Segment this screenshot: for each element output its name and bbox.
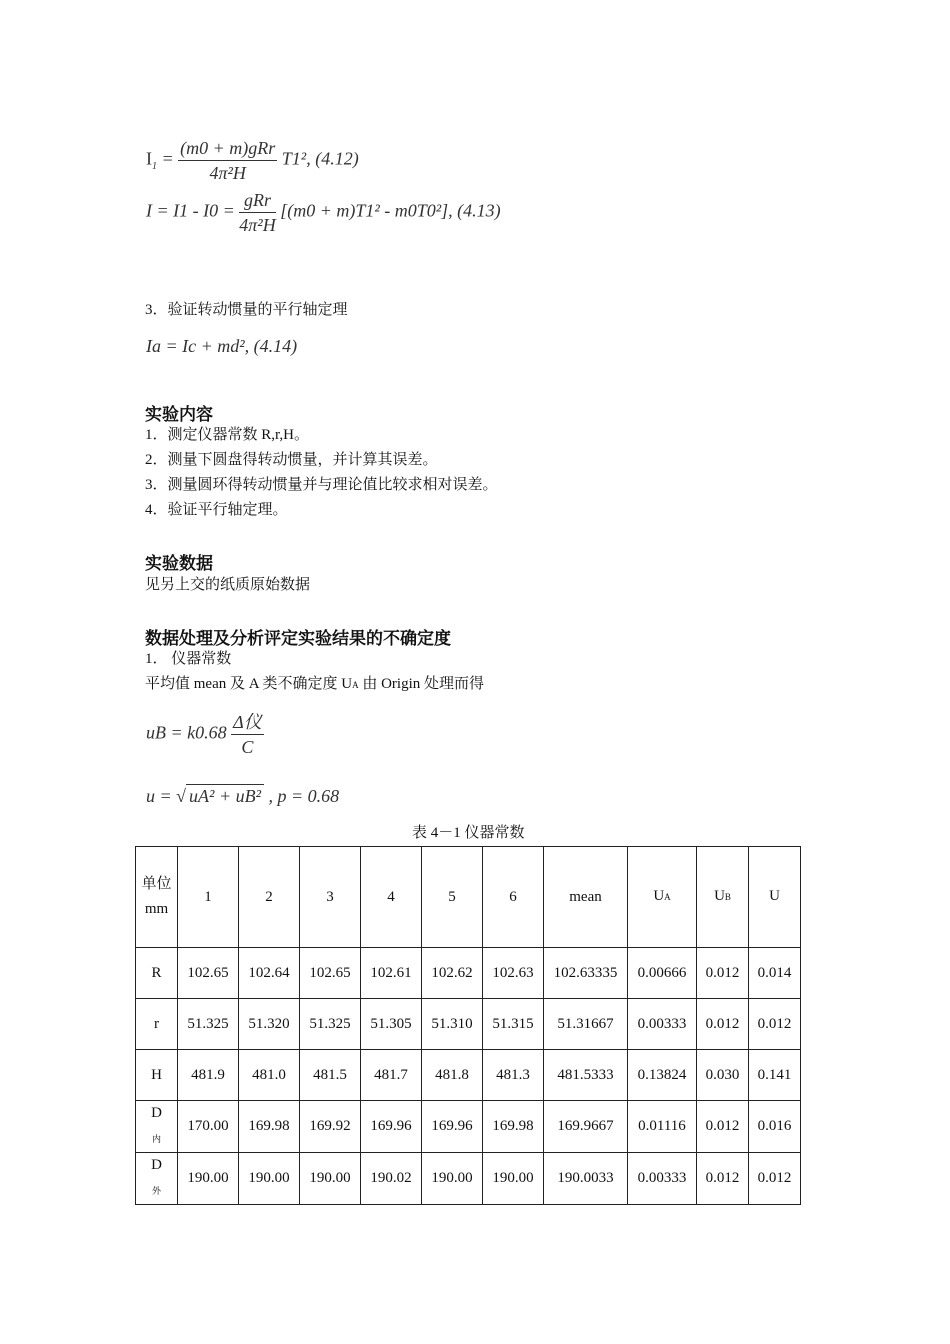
table-cell: 0.141 <box>749 1050 801 1101</box>
table-cell: 0.00333 <box>628 999 697 1050</box>
table-cell: 0.012 <box>697 948 749 999</box>
table-header-row <box>136 847 801 948</box>
row-label-sub: 内 <box>151 1134 161 1144</box>
eq-uB-lhs: uB = k0.68 <box>146 722 227 743</box>
eq-uB-denominator: C <box>241 737 254 757</box>
table-cell: 170.00 <box>178 1101 239 1153</box>
table-cell: 51.31667 <box>544 999 628 1050</box>
header-cell: 4 <box>361 847 422 948</box>
eq-u-lhs: u = <box>146 786 172 806</box>
equation-u <box>146 784 339 807</box>
table-cell: 51.325 <box>178 999 239 1050</box>
contents-item-1: 1．测定仪器常数 R,r,H。 <box>145 427 309 443</box>
row-label-cell <box>136 1101 178 1153</box>
data-heading: 实验数据 <box>145 554 213 574</box>
table-cell: 0.016 <box>749 1101 801 1153</box>
header-cell: 1 <box>178 847 239 948</box>
uncertainty-header-main: U <box>769 888 780 904</box>
equation-4-12: $I_1$ = $\frac{\text{(m0 + m)gRr}}{\text{4π²H}}$ T1², (4.12) <box>146 138 359 183</box>
table-cell: 481.5 <box>300 1050 361 1101</box>
uncertainty-header-cell <box>697 847 749 948</box>
table-cell: 0.00333 <box>628 1153 697 1205</box>
header-cell: 3 <box>300 847 361 948</box>
table-cell: 169.92 <box>300 1101 361 1153</box>
table-row <box>136 1101 801 1153</box>
table-cell: 102.64 <box>239 948 300 999</box>
table-cell: 481.5333 <box>544 1050 628 1101</box>
table-cell: 51.310 <box>422 999 483 1050</box>
table-cell: 481.9 <box>178 1050 239 1101</box>
row-label-cell <box>136 948 178 999</box>
table-cell: 51.315 <box>483 999 544 1050</box>
table-cell: 0.014 <box>749 948 801 999</box>
table-cell: 169.96 <box>422 1101 483 1153</box>
row-label: D <box>151 1105 162 1121</box>
contents-item-3: 3．测量圆环得转动惯量并与理论值比较求相对误差。 <box>145 477 498 493</box>
table-cell: 102.63335 <box>544 948 628 999</box>
table-cell: 190.02 <box>361 1153 422 1205</box>
uncertainty-header-cell <box>749 847 801 948</box>
header-cell: 6 <box>483 847 544 948</box>
data-text: 见另上交的纸质原始数据 <box>145 577 311 593</box>
eq-u-radicand: uA² + uB² <box>186 784 264 807</box>
uncertainty-header-sub: B <box>724 892 731 902</box>
row-label-cell <box>136 1050 178 1101</box>
eq-uB-numerator: Δ仪 <box>231 710 264 735</box>
table-cell: 0.012 <box>697 999 749 1050</box>
table-cell: 51.305 <box>361 999 422 1050</box>
row-label: r <box>154 1015 159 1032</box>
table-cell: 0.13824 <box>628 1050 697 1101</box>
equation-4-14: Ia = Ic + md², (4.14) <box>146 336 298 356</box>
contents-item-2: 2．测量下圆盘得转动惯量，并计算其误差。 <box>145 452 438 468</box>
table-row <box>136 1153 801 1205</box>
table-cell: 102.61 <box>361 948 422 999</box>
unit-header-cell: 单位mm <box>136 847 178 948</box>
eq-4-12-numerator: (m0 + m)gRr <box>178 136 277 161</box>
row-label-cell <box>136 999 178 1050</box>
eq-4-13-numerator: gRr <box>239 188 275 213</box>
instrument-constants-table <box>135 846 801 1205</box>
table-cell: 51.325 <box>300 999 361 1050</box>
row-label: R <box>151 964 162 981</box>
eq-4-13-lhs: I = I1 - I0 = <box>146 200 235 221</box>
table-cell: 0.012 <box>697 1101 749 1153</box>
table-cell: 0.012 <box>749 999 801 1050</box>
row-label: D <box>151 1157 162 1173</box>
table-cell: 190.0033 <box>544 1153 628 1205</box>
table-row <box>136 948 801 999</box>
header-cell: 5 <box>422 847 483 948</box>
uncertainty-header-main: U <box>653 888 665 904</box>
table-cell: 0.01116 <box>628 1101 697 1153</box>
eq-4-13-denominator: 4π²H <box>239 215 276 235</box>
eq-4-12-denominator: 4π²H <box>209 163 246 183</box>
table-cell: 481.7 <box>361 1050 422 1101</box>
row-label: H <box>151 1066 162 1083</box>
table-cell: 0.030 <box>697 1050 749 1101</box>
header-cell: 2 <box>239 847 300 948</box>
table-cell: 51.320 <box>239 999 300 1050</box>
sqrt-icon: √ <box>176 786 187 806</box>
table-row <box>136 999 801 1050</box>
eq-4-12-rhs: T1², (4.12) <box>281 148 359 169</box>
eq-4-13-rhs: [(m0 + m)T1² - m0T0²], (4.13) <box>280 200 501 221</box>
table-cell: 102.63 <box>483 948 544 999</box>
table-caption: 表 4－1 仪器常数 <box>412 825 525 841</box>
table-cell: 190.00 <box>300 1153 361 1205</box>
processing-description: 平均值 mean 及 A 类不确定度 UA 由 Origin 处理而得 <box>145 676 484 692</box>
table-cell: 481.3 <box>483 1050 544 1101</box>
table-cell: 102.65 <box>178 948 239 999</box>
table-cell: 190.00 <box>178 1153 239 1205</box>
table-cell: 169.98 <box>239 1101 300 1153</box>
equation-4-13 <box>146 188 501 237</box>
row-label-cell <box>136 1153 178 1205</box>
table-cell: 169.98 <box>483 1101 544 1153</box>
table-cell: 0.00666 <box>628 948 697 999</box>
eq-u-rhs: , p = 0.68 <box>268 786 340 806</box>
table-cell: 169.96 <box>361 1101 422 1153</box>
table-cell: 190.00 <box>483 1153 544 1205</box>
contents-item-4: 4．验证平行轴定理。 <box>145 502 288 518</box>
table-cell: 0.012 <box>697 1153 749 1205</box>
equation-uB <box>146 710 264 759</box>
table-cell: 0.012 <box>749 1153 801 1205</box>
uncertainty-header-cell <box>628 847 697 948</box>
processing-heading: 数据处理及分析评定实验结果的不确定度 <box>145 629 451 649</box>
table-cell: 190.00 <box>422 1153 483 1205</box>
row-label-sub: 外 <box>151 1186 161 1196</box>
table-cell: 481.8 <box>422 1050 483 1101</box>
uncertainty-header-main: U <box>714 888 725 904</box>
table-cell: 481.0 <box>239 1050 300 1101</box>
table-cell: 102.65 <box>300 948 361 999</box>
table-cell: 169.9667 <box>544 1101 628 1153</box>
table-cell: 102.62 <box>422 948 483 999</box>
table-row <box>136 1050 801 1101</box>
section-3-title: 3．验证转动惯量的平行轴定理 <box>145 302 348 318</box>
contents-heading: 实验内容 <box>145 405 213 425</box>
uncertainty-header-sub: A <box>664 892 671 902</box>
table-cell: 190.00 <box>239 1153 300 1205</box>
processing-item-1: 1． 仪器常数 <box>145 651 232 667</box>
header-cell: mean <box>544 847 628 948</box>
